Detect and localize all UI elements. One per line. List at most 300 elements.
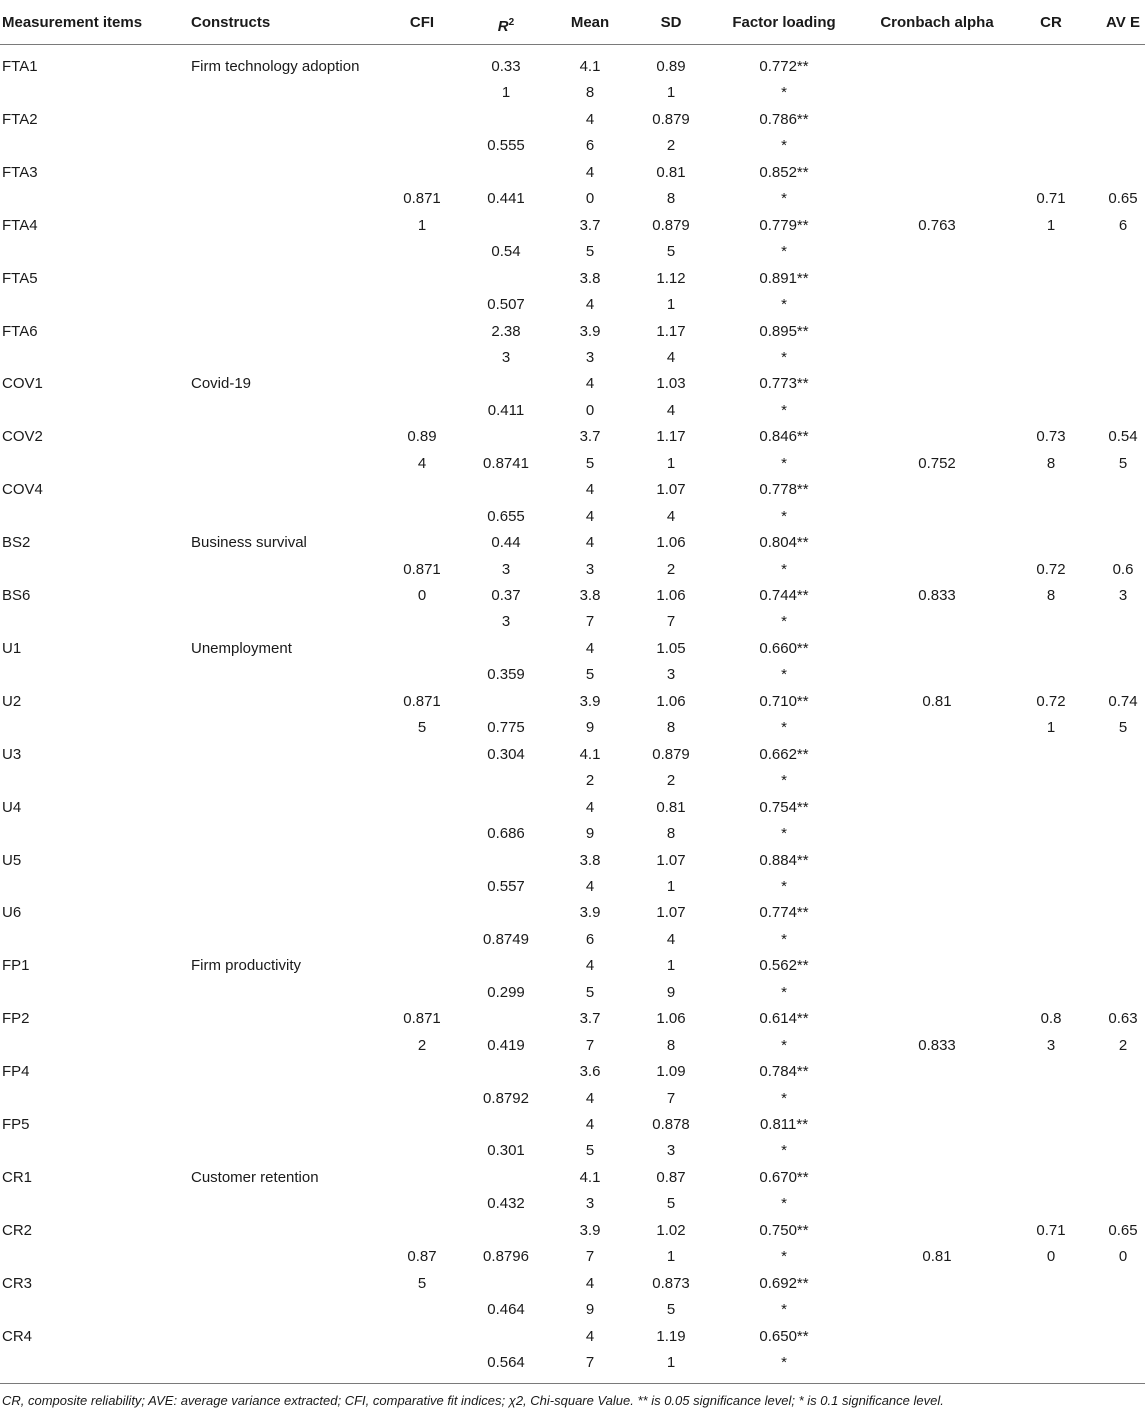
- cell-mean: 3.8: [579, 587, 601, 604]
- table-line: [0, 689, 1145, 715]
- header-measurement-items: Measurement items: [2, 14, 143, 31]
- cell-factor-loading: 0.786**: [759, 110, 809, 128]
- cell-construct: Firm productivity: [191, 957, 302, 975]
- table-line: [0, 133, 1145, 159]
- cell-cr: 8: [1046, 587, 1056, 604]
- cell-r2: 0.564: [487, 1354, 525, 1372]
- cell-mean: 4: [585, 639, 595, 657]
- cell-ave: 5: [1118, 454, 1128, 472]
- cell-factor-loading: 0.804**: [759, 534, 809, 552]
- cell-r2: 0.557: [487, 877, 525, 895]
- cell-mean: 9: [585, 1301, 595, 1319]
- table-line: [0, 530, 1145, 556]
- cell-r2: 0.8749: [483, 930, 529, 948]
- cell-r2: 0.464: [487, 1301, 525, 1319]
- cell-factor-loading: *: [781, 930, 787, 948]
- cell-mean: 2: [585, 772, 595, 790]
- cell-cfi: 0.87: [407, 1248, 437, 1266]
- cell-mean: 3: [585, 348, 595, 366]
- cell-mean: 4: [585, 534, 595, 552]
- cell-r2: 0.432: [487, 1195, 525, 1213]
- cell-sd: 0.81: [656, 798, 686, 816]
- table-line: [0, 1086, 1145, 1112]
- cell-mean: 5: [585, 1142, 595, 1160]
- cell-sd: 0.878: [652, 1116, 690, 1133]
- cell-factor-loading: *: [781, 507, 787, 525]
- cell-ave: 0: [1118, 1248, 1128, 1266]
- cell-sd: 1.09: [656, 1063, 686, 1081]
- cell-sd: 1: [666, 84, 676, 102]
- cell-mean: 4: [585, 798, 595, 816]
- cell-mean: 9: [585, 719, 595, 737]
- cell-cr: 0: [1046, 1248, 1056, 1266]
- cell-measurement-item: CR4: [2, 1327, 33, 1345]
- cell-sd: 2: [666, 560, 676, 578]
- cell-r2: 3: [501, 613, 511, 631]
- cell-mean: 6: [585, 930, 595, 948]
- cell-measurement-item: FTA5: [2, 269, 38, 287]
- cell-r2: 0.8792: [483, 1089, 529, 1107]
- cell-mean: 4: [585, 957, 595, 975]
- cell-r2: 0.8796: [483, 1248, 529, 1266]
- cell-r2: 2.38: [491, 322, 521, 340]
- cell-factor-loading: 0.710**: [759, 692, 809, 710]
- cell-measurement-item: FP1: [2, 957, 30, 975]
- table-line: [0, 609, 1145, 635]
- table-line: [0, 107, 1145, 133]
- cell-mean: 4: [585, 110, 595, 128]
- cell-cronbach-alpha: 0.81: [922, 692, 952, 710]
- cell-cr: 8: [1046, 454, 1056, 472]
- cell-mean: 5: [585, 454, 595, 472]
- cell-r2: 0.44: [491, 534, 521, 552]
- cell-mean: 5: [585, 983, 595, 1001]
- cell-cr: 1: [1046, 216, 1056, 234]
- table-line: [0, 213, 1145, 239]
- cell-factor-loading: 0.773**: [759, 375, 809, 393]
- cell-mean: 7: [585, 1248, 595, 1266]
- table-line: [0, 319, 1145, 345]
- cell-sd: 1: [666, 957, 676, 975]
- header-factor-loading: Factor loading: [732, 14, 836, 31]
- cell-factor-loading: 0.852**: [759, 163, 809, 181]
- cell-r2: 0.8741: [483, 454, 529, 472]
- cell-sd: 1.17: [656, 428, 686, 446]
- cell-factor-loading: 0.754**: [759, 798, 809, 816]
- cell-measurement-item: U4: [2, 798, 22, 816]
- cell-mean: 9: [585, 825, 595, 843]
- cell-mean: 7: [585, 1036, 595, 1054]
- cell-sd: 0.879: [652, 745, 690, 763]
- cell-sd: 1.07: [656, 904, 686, 922]
- cell-mean: 4: [585, 1274, 595, 1292]
- cell-factor-loading: 0.744**: [759, 587, 809, 604]
- cell-r2: 0.54: [491, 243, 521, 261]
- cell-r2: 3: [501, 560, 511, 578]
- cell-mean: 4: [585, 1089, 595, 1107]
- cell-factor-loading: *: [781, 1354, 787, 1372]
- cell-sd: 8: [666, 719, 676, 737]
- cell-sd: 1.06: [656, 587, 686, 604]
- cell-sd: 1.19: [656, 1327, 686, 1345]
- cell-factor-loading: *: [781, 560, 787, 578]
- cell-ave: 0.54: [1108, 428, 1138, 446]
- cell-mean: 5: [585, 243, 595, 261]
- header-cfi: CFI: [409, 14, 435, 31]
- cell-mean: 3.8: [579, 851, 601, 869]
- cell-sd: 4: [666, 401, 676, 419]
- table-line: [0, 980, 1145, 1006]
- cell-mean: 4: [585, 877, 595, 895]
- table-line: [0, 795, 1145, 821]
- cell-cfi: 5: [417, 719, 427, 737]
- cell-sd: 0.879: [652, 216, 690, 234]
- table-line: [0, 927, 1145, 953]
- cell-factor-loading: *: [781, 1248, 787, 1266]
- cell-mean: 6: [585, 137, 595, 155]
- cell-sd: 1.17: [656, 322, 686, 340]
- cell-r2: 0.686: [487, 825, 525, 843]
- table-line: [0, 768, 1145, 794]
- table-line: [0, 239, 1145, 265]
- header-r2: [498, 14, 514, 36]
- cell-ave: 0.63: [1108, 1010, 1138, 1028]
- cell-factor-loading: *: [781, 1089, 787, 1107]
- cell-r2: 0.441: [487, 190, 525, 208]
- cell-cfi: 0.89: [407, 428, 437, 446]
- cell-mean: 4: [585, 1327, 595, 1345]
- table-line: [0, 1033, 1145, 1059]
- cell-mean: 3.7: [579, 1010, 601, 1028]
- cell-mean: 4: [585, 481, 595, 499]
- cell-sd: 5: [666, 1301, 676, 1319]
- cell-factor-loading: 0.774**: [759, 904, 809, 922]
- cell-measurement-item: FTA6: [2, 322, 38, 340]
- cell-cronbach-alpha: 0.763: [918, 216, 956, 234]
- header-r2-base: R: [497, 18, 509, 35]
- cell-sd: 1.06: [656, 1010, 686, 1028]
- table-line: [0, 398, 1145, 424]
- cell-mean: 5: [585, 666, 595, 684]
- cell-factor-loading: *: [781, 348, 787, 366]
- cell-factor-loading: *: [781, 1142, 787, 1160]
- table-line: [0, 636, 1145, 662]
- cell-measurement-item: CR1: [2, 1168, 33, 1186]
- cell-mean: 3: [585, 560, 595, 578]
- cell-sd: 2: [666, 772, 676, 790]
- cell-factor-loading: *: [781, 401, 787, 419]
- cell-mean: 3.9: [579, 904, 601, 922]
- cell-measurement-item: COV4: [2, 481, 43, 499]
- cell-factor-loading: *: [781, 1301, 787, 1319]
- cell-factor-loading: *: [781, 454, 787, 472]
- cell-mean: 4.1: [579, 745, 601, 763]
- cell-mean: 4: [585, 296, 595, 314]
- table-line: [0, 1244, 1145, 1270]
- cell-factor-loading: 0.750**: [759, 1221, 809, 1239]
- cell-cronbach-alpha: 0.752: [918, 454, 956, 472]
- cell-factor-loading: 0.891**: [759, 269, 809, 287]
- cell-construct: Unemployment: [191, 639, 292, 657]
- table-header: [0, 0, 1145, 45]
- cell-measurement-item: BS2: [2, 534, 31, 552]
- cell-sd: 7: [666, 613, 676, 631]
- cell-sd: 5: [666, 243, 676, 261]
- cell-mean: 3.6: [579, 1063, 601, 1081]
- cell-factor-loading: *: [781, 666, 787, 684]
- cell-mean: 3.7: [579, 216, 601, 234]
- cell-factor-loading: 0.884**: [759, 851, 809, 869]
- table-line: [0, 1112, 1145, 1138]
- table-line: [0, 1006, 1145, 1032]
- cell-sd: 5: [666, 1195, 676, 1213]
- cell-factor-loading: 0.811**: [759, 1116, 809, 1133]
- cell-construct: Customer retention: [191, 1168, 319, 1186]
- cell-r2: 0.304: [487, 745, 525, 763]
- cell-sd: 1.06: [656, 692, 686, 710]
- cell-construct: Business survival: [191, 534, 307, 552]
- cell-cfi: 0: [417, 587, 427, 604]
- cell-r2: 0.775: [487, 719, 525, 737]
- cell-mean: 4.1: [579, 58, 601, 75]
- cell-cronbach-alpha: 0.833: [918, 587, 956, 604]
- cell-r2: 0.299: [487, 983, 525, 1001]
- cell-factor-loading: 0.650**: [759, 1327, 809, 1345]
- cell-ave: 5: [1118, 719, 1128, 737]
- header-sd: SD: [660, 14, 682, 31]
- table-line: [0, 821, 1145, 847]
- cell-measurement-item: COV2: [2, 428, 43, 446]
- cell-mean: 0: [585, 190, 595, 208]
- header-mean: Mean: [570, 14, 610, 31]
- cell-mean: 3.9: [579, 1221, 601, 1239]
- table-line: [0, 953, 1145, 979]
- cell-sd: 1.06: [656, 534, 686, 552]
- cell-ave: 0.74: [1108, 692, 1138, 710]
- cell-r2: 0.411: [487, 401, 525, 419]
- table-line: [0, 345, 1145, 371]
- cell-r2: 3: [501, 348, 511, 366]
- cell-factor-loading: 0.778**: [759, 481, 809, 499]
- cell-sd: 8: [666, 1036, 676, 1054]
- table-body: [0, 54, 1145, 1382]
- cell-factor-loading: *: [781, 84, 787, 102]
- table-line: [0, 742, 1145, 768]
- table-line: [0, 1191, 1145, 1217]
- cell-sd: 8: [666, 190, 676, 208]
- cell-mean: 3.9: [579, 322, 601, 340]
- cell-ave: 0.6: [1112, 560, 1134, 578]
- cell-sd: 1.05: [656, 639, 686, 657]
- cell-factor-loading: *: [781, 296, 787, 314]
- cell-factor-loading: *: [781, 983, 787, 1001]
- cell-sd: 1: [666, 1354, 676, 1372]
- cell-sd: 1: [666, 296, 676, 314]
- cell-sd: 2: [666, 137, 676, 155]
- cell-cronbach-alpha: 0.81: [922, 1248, 952, 1266]
- table-line: [0, 1138, 1145, 1164]
- table-line: [0, 1271, 1145, 1297]
- cell-sd: 1: [666, 454, 676, 472]
- cell-construct: Covid-19: [191, 375, 252, 393]
- cell-factor-loading: *: [781, 877, 787, 895]
- cell-factor-loading: *: [781, 719, 787, 737]
- table-line: [0, 1297, 1145, 1323]
- cell-factor-loading: *: [781, 1195, 787, 1213]
- cell-sd: 1.07: [656, 481, 686, 499]
- cell-mean: 3.7: [579, 428, 601, 446]
- cell-sd: 0.879: [652, 110, 690, 128]
- cell-measurement-item: U1: [2, 639, 22, 657]
- cell-measurement-item: U6: [2, 904, 22, 922]
- cell-r2: 0.33: [491, 58, 521, 75]
- cell-measurement-item: FP2: [2, 1010, 30, 1028]
- header-ave: AV E: [1106, 14, 1140, 31]
- table-line: [0, 848, 1145, 874]
- table-line: [0, 477, 1145, 503]
- table-line: [0, 1218, 1145, 1244]
- header-cronbach-alpha: Cronbach alpha: [880, 14, 994, 31]
- cell-ave: 0.65: [1108, 190, 1138, 208]
- cell-cfi: 0.871: [403, 692, 441, 710]
- cell-factor-loading: *: [781, 137, 787, 155]
- cell-factor-loading: 0.772**: [759, 58, 809, 75]
- cell-factor-loading: 0.660**: [759, 639, 809, 657]
- cell-cr: 0.71: [1036, 190, 1066, 208]
- cell-mean: 0: [585, 401, 595, 419]
- table-line: [0, 900, 1145, 926]
- cell-mean: 3.9: [579, 692, 601, 710]
- cell-factor-loading: *: [781, 190, 787, 208]
- cell-ave: 0.65: [1108, 1221, 1138, 1239]
- cell-mean: 7: [585, 613, 595, 631]
- cell-factor-loading: 0.846**: [759, 428, 809, 446]
- cell-measurement-item: FTA1: [2, 58, 38, 75]
- cell-cr: 0.73: [1036, 428, 1066, 446]
- cell-sd: 0.89: [656, 58, 686, 75]
- table-line: [0, 1165, 1145, 1191]
- cell-sd: 1.03: [656, 375, 686, 393]
- header-cr: CR: [1040, 14, 1062, 31]
- table-line: [0, 1350, 1145, 1376]
- cell-measurement-item: COV1: [2, 375, 43, 393]
- cell-measurement-item: U5: [2, 851, 22, 869]
- cell-sd: 0.873: [652, 1274, 690, 1292]
- cell-measurement-item: FP4: [2, 1063, 30, 1081]
- cell-factor-loading: 0.614**: [759, 1010, 809, 1028]
- cell-ave: 3: [1118, 587, 1128, 604]
- table-line: [0, 715, 1145, 741]
- cell-ave: 2: [1118, 1036, 1128, 1054]
- cell-r2: 0.655: [487, 507, 525, 525]
- cell-factor-loading: *: [781, 825, 787, 843]
- cell-factor-loading: *: [781, 613, 787, 631]
- header-constructs: Constructs: [191, 14, 271, 31]
- cell-r2: 0.359: [487, 666, 525, 684]
- cell-cfi: 0.871: [403, 560, 441, 578]
- cell-measurement-item: FTA2: [2, 110, 38, 128]
- cell-cr: 1: [1046, 719, 1056, 737]
- cell-cfi: 2: [417, 1036, 427, 1054]
- table-line: [0, 557, 1145, 583]
- cell-measurement-item: U2: [2, 692, 22, 710]
- cell-factor-loading: *: [781, 1036, 787, 1054]
- cell-r2: 0.419: [487, 1036, 525, 1054]
- table-line: [0, 662, 1145, 688]
- cell-cfi: 1: [417, 216, 427, 234]
- cell-r2: 1: [501, 84, 511, 102]
- cell-sd: 4: [666, 348, 676, 366]
- cell-factor-loading: 0.692**: [759, 1274, 809, 1292]
- bottom-rule: [0, 1383, 1145, 1384]
- cell-mean: 3: [585, 1195, 595, 1213]
- cell-r2: 0.37: [491, 587, 521, 604]
- cell-sd: 1: [666, 877, 676, 895]
- cell-sd: 8: [666, 825, 676, 843]
- table-line: [0, 54, 1145, 80]
- cell-factor-loading: 0.895**: [759, 322, 809, 340]
- cell-measurement-item: BS6: [2, 587, 31, 604]
- table-line: [0, 266, 1145, 292]
- cell-mean: 7: [585, 1354, 595, 1372]
- cell-cfi: 4: [417, 454, 427, 472]
- cell-sd: 4: [666, 930, 676, 948]
- cell-sd: 3: [666, 1142, 676, 1160]
- cell-measurement-item: CR3: [2, 1274, 33, 1292]
- table-line: [0, 424, 1145, 450]
- cell-sd: 7: [666, 1089, 676, 1107]
- cell-ave: 6: [1118, 216, 1128, 234]
- cell-measurement-item: FP5: [2, 1116, 30, 1133]
- cell-cfi: 0.871: [403, 1010, 441, 1028]
- cell-factor-loading: 0.662**: [759, 745, 809, 763]
- cell-sd: 3: [666, 666, 676, 684]
- table-footnote: CR, composite reliability; AVE: average variance extracted; CFI, comparative fit indices; χ2, Chi-square Value. ** is 0.05 significance level; * is 0.1 significance level.: [2, 1393, 944, 1408]
- cell-sd: 0.81: [656, 163, 686, 181]
- header-r2-sup: 2: [508, 17, 515, 28]
- cell-cr: 3: [1046, 1036, 1056, 1054]
- cell-measurement-item: U3: [2, 745, 22, 763]
- cell-cr: 0.72: [1036, 560, 1066, 578]
- cell-mean: 3.8: [579, 269, 601, 287]
- cell-r2: 0.301: [487, 1142, 525, 1160]
- cell-cfi: 5: [417, 1274, 427, 1292]
- cell-r2: 0.555: [487, 137, 525, 155]
- cell-sd: 1.07: [656, 851, 686, 869]
- table-line: [0, 186, 1145, 212]
- cell-cfi: 0.871: [403, 190, 441, 208]
- cell-sd: 4: [666, 507, 676, 525]
- cell-factor-loading: 0.670**: [759, 1168, 809, 1186]
- table-line: [0, 504, 1145, 530]
- cell-cr: 0.8: [1040, 1010, 1062, 1028]
- cell-factor-loading: 0.779**: [759, 216, 809, 234]
- table-line: [0, 1059, 1145, 1085]
- cell-mean: 4: [585, 375, 595, 393]
- table-line: [0, 292, 1145, 318]
- cell-factor-loading: *: [781, 772, 787, 790]
- cell-sd: 1.12: [656, 269, 686, 287]
- table-line: [0, 80, 1145, 106]
- cell-sd: 1: [666, 1248, 676, 1266]
- cell-cronbach-alpha: 0.833: [918, 1036, 956, 1054]
- cell-factor-loading: 0.784**: [759, 1063, 809, 1081]
- cell-cr: 0.71: [1036, 1221, 1066, 1239]
- table-line: [0, 874, 1145, 900]
- table-line: [0, 1324, 1145, 1350]
- cell-factor-loading: *: [781, 243, 787, 261]
- cell-sd: 1.02: [656, 1221, 686, 1239]
